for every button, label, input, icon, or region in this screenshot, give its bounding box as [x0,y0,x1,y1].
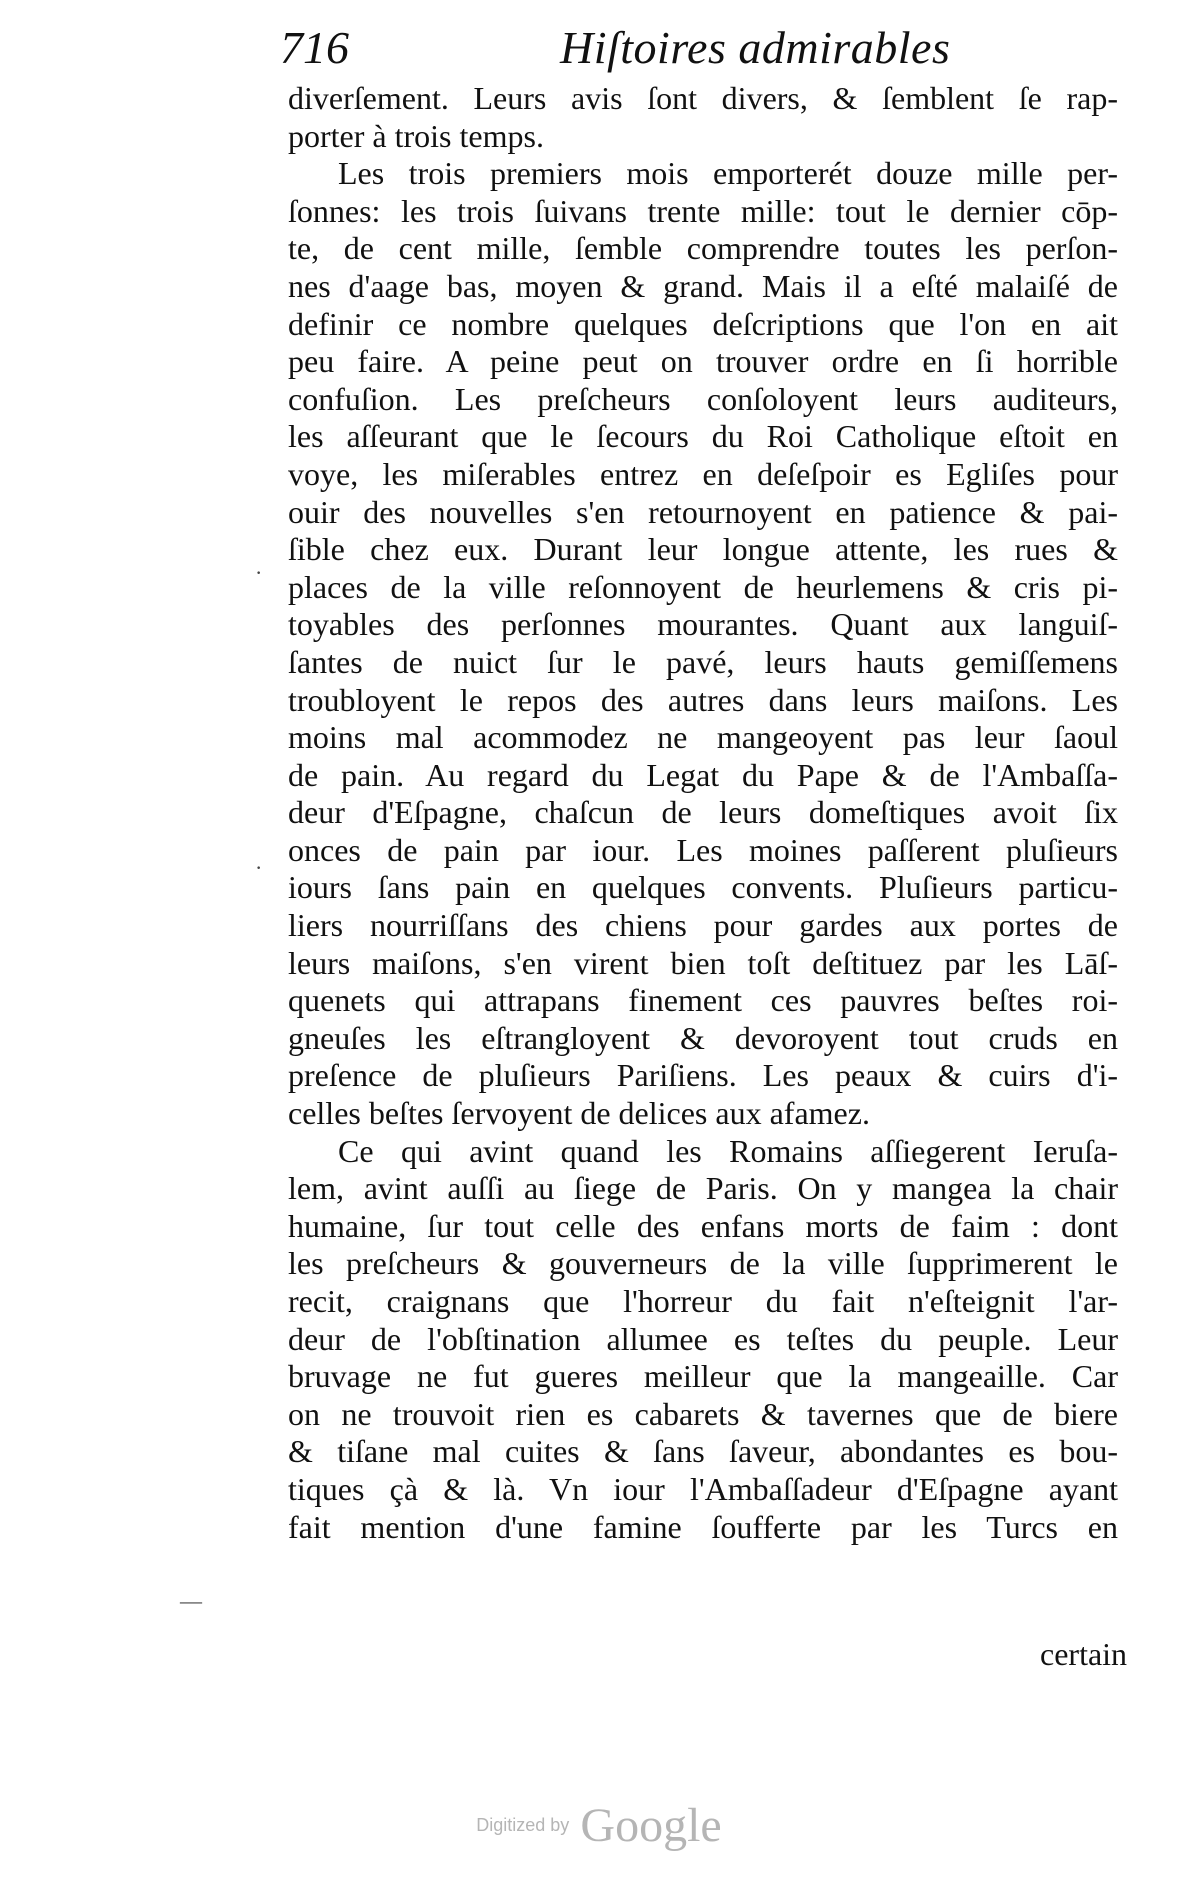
text-line: quenets qui attrapans finement ces pauvres beſtes roi- [288,982,1118,1019]
text-line: ouir des nouvelles s'en retournoyent en patience & pai- [288,493,1118,530]
text-line: gneuſes les eſtrangloyent & devoroyent tout cruds en [288,1019,1118,1056]
text-line: moins mal acommodez ne mangeoyent pas leur ſaoul [288,719,1118,756]
text-line: les preſcheurs & gouverneurs de la ville ſupprimerent le [288,1245,1118,1282]
text-line: peu faire. A peine peut on trouver ordre en ſi horrible [288,343,1118,380]
text-line: leurs maiſons, s'en virent bien toſt deſtituez par les Lāſ- [288,944,1118,981]
text-line: diverſement. Leurs avis ſont divers, & ſemblent ſe rap- [288,80,1118,116]
text-line: recit, craignans que l'horreur du fait n'eſteignit l'ar- [288,1283,1118,1319]
text-line: liers nourriſſans des chiens pour gardes aux portes de [288,907,1118,944]
text-line: toyables des perſonnes mourantes. Quant aux languiſ- [288,606,1118,643]
text-line: ſible chez eux. Durant leur longue attente, les rues & [288,531,1118,568]
text-line: celles beſtes ſervoyent de delices aux afamez. [288,1095,870,1132]
text-line: lem, avint auſſi au ſiege de Paris. On y mangea la chair [288,1170,1118,1207]
text-line: bruvage ne fut gueres meilleur que la mangeaille. Car [288,1358,1118,1395]
text-line: on ne trouvoit rien es cabarets & tavernes que de biere [288,1395,1118,1432]
text-line: deur d'Eſpagne, chaſcun de leurs domeſtiques avoit ſix [288,794,1118,831]
text-line: voye, les miſerables entrez en deſeſpoir es Egliſes pour [288,455,1118,492]
text-line: Les trois premiers mois emporterét douze mille per- [338,155,1118,192]
page-number: 716 [280,22,349,73]
page-header [280,20,1140,80]
running-title: Hiſtoires admirables [560,22,951,73]
text-line: ſantes de nuict ſur le pavé, leurs hauts gemiſſemens [288,643,1118,680]
text-line: confuſion. Les preſcheurs conſoloyent leurs auditeurs, [288,380,1118,417]
text-line: troubloyent le repos des autres dans leurs maiſons. Les [288,681,1118,718]
text-line: deur de l'obſtination allumee es teſtes du peuple. Leur [288,1320,1118,1357]
text-line: places de la ville reſonnoyent de heurlemens & cris pi- [288,568,1118,605]
digitization-watermark [0,1798,1198,1853]
text-line: les aſſeurant que le ſecours du Roi Catholique eſtoit en [288,418,1118,455]
text-line: de pain. Au regard du Legat du Pape & de l'Ambaſſa- [288,756,1118,793]
body-text [288,80,1118,1546]
text-line: te, de cent mille, ſemble comprendre toutes les perſon- [288,230,1118,267]
text-line: humaine, ſur tout celle des enfans morts de faim : dont [288,1207,1118,1244]
text-line: onces de pain par iour. Les moines paſſerent pluſieurs [288,831,1118,868]
text-line: iours ſans pain en quelques convents. Pluſieurs particu- [288,869,1118,906]
text-line: definir ce nombre quelques deſcriptions que l'on en ait [288,305,1118,342]
text-line: fait mention d'une famine ſoufferte par les Turcs en [288,1508,1118,1545]
text-line: tiques çà & là. Vn iour l'Ambaſſadeur d'Eſpagne ayant [288,1470,1118,1507]
margin-rule: — [180,1588,202,1613]
text-line: preſence de pluſieurs Pariſiens. Les peaux & cuirs d'i- [288,1057,1118,1094]
google-wordmark: Google [580,1799,722,1852]
margin-mark: · [255,560,263,585]
digitized-by-label: Digitized by [476,1815,570,1835]
text-line: porter à trois temps. [288,117,544,154]
text-line: & tiſane mal cuites & ſans ſaveur, abondantes es bou- [288,1433,1118,1470]
text-line: ſonnes: les trois ſuivans trente mille: tout le dernier cōp- [288,192,1118,229]
margin-mark: · [255,855,263,880]
catchword: certain [1040,1636,1128,1672]
text-line: nes d'aage bas, moyen & grand. Mais il a eſté malaiſé de [288,267,1118,304]
text-line: Ce qui avint quand les Romains aſſiegerent Ieruſa- [338,1132,1118,1169]
